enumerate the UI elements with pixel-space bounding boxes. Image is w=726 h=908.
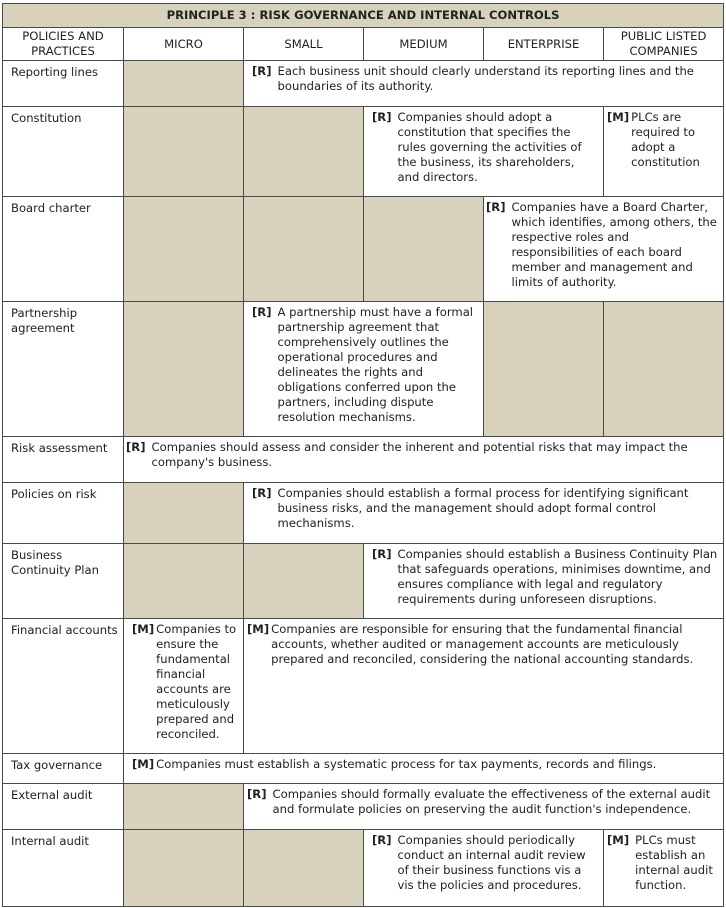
requirement-text: Companies to ensure the fundamental financial accounts are meticulously prepared and reconciled.: [156, 622, 237, 741]
row-label: External audit: [3, 784, 124, 830]
requirement-tag: [M]: [607, 110, 630, 124]
table-row: [3, 197, 724, 302]
requirement-cell: [364, 544, 724, 619]
column-header-policies: POLICIES AND PRACTICES: [3, 28, 124, 61]
row-label: Tax governance: [3, 754, 124, 784]
table-row: [3, 784, 724, 830]
empty-cell: [244, 197, 364, 302]
empty-cell: [364, 197, 484, 302]
column-header-enterprise: ENTERPRISE: [484, 28, 604, 61]
empty-cell: [604, 302, 724, 437]
requirement-text: A partnership must have a formal partnership agreement that comprehensively outlines the operational procedures and delineates the rights and obligations conferred upon the partners, including dispute resolution mechanisms.: [277, 305, 474, 424]
empty-cell: [124, 107, 244, 197]
requirement-cell: [124, 619, 244, 754]
table-row: [3, 754, 724, 784]
requirement-text: Companies are responsible for ensuring that the fundamental financial accounts, whether audited or management accounts are meticulously prepared and reconciled, considering the national accounting standards.: [271, 622, 694, 666]
empty-cell: [244, 107, 364, 197]
requirement-text: PLCs must establish an internal audit function.: [635, 833, 713, 892]
risk-governance-table: [2, 3, 724, 907]
requirement-tag: [R]: [252, 64, 272, 78]
requirement-cell: [244, 302, 484, 437]
requirement-text: Companies should formally evaluate the effectiveness of the external audit and formulate policies on preserving the audit function's independence.: [272, 787, 711, 816]
row-label: Policies on risk: [3, 483, 124, 544]
column-header-medium: MEDIUM: [364, 28, 484, 61]
requirement-tag: [R]: [252, 305, 272, 319]
requirement-cell: [244, 619, 724, 754]
requirement-cell: [124, 437, 724, 483]
requirement-tag: [M]: [607, 833, 630, 847]
empty-cell: [124, 483, 244, 544]
row-label: Risk assessment: [3, 437, 124, 483]
requirement-cell: [364, 830, 604, 907]
column-header-small: SMALL: [244, 28, 364, 61]
table-row: [3, 619, 724, 754]
requirement-text: Companies should establish a Business Continuity Plan that safeguards operations, minimises downtime, and ensures compliance with legal and regulatory requirements during unforeseen disruptions.: [397, 547, 718, 606]
table-row: [3, 107, 724, 197]
requirement-cell: [124, 754, 724, 784]
requirement-cell: [484, 197, 724, 302]
row-label: Partnership agreement: [3, 302, 124, 437]
requirement-cell: [604, 107, 724, 197]
empty-cell: [124, 197, 244, 302]
column-header-micro: MICRO: [124, 28, 244, 61]
requirement-text: Each business unit should clearly understand its reporting lines and the boundaries of its authority.: [277, 64, 694, 93]
empty-cell: [244, 830, 364, 907]
row-label: Constitution: [3, 107, 124, 197]
table-row: [3, 437, 724, 483]
requirement-text: Companies should establish a formal process for identifying significant business risks, and the management should adopt formal control mechanisms.: [277, 486, 689, 530]
requirement-tag: [M]: [132, 757, 155, 771]
table-row: [3, 544, 724, 619]
requirement-tag: [R]: [247, 787, 267, 801]
requirement-tag: [R]: [372, 833, 392, 847]
requirement-text: Companies should assess and consider the inherent and potential risks that may impact the company's business.: [151, 440, 688, 469]
row-label: Reporting lines: [3, 61, 124, 107]
column-header-plc: PUBLIC LISTED COMPANIES: [604, 28, 724, 61]
requirement-tag: [R]: [486, 200, 506, 214]
requirement-tag: [R]: [126, 440, 146, 454]
table-row: [3, 61, 724, 107]
requirement-text: Companies should periodically conduct an internal audit review of their business functions vis a vis the policies and procedures.: [397, 833, 586, 892]
empty-cell: [244, 544, 364, 619]
requirement-cell: [244, 784, 724, 830]
requirement-tag: [R]: [372, 547, 392, 561]
row-label: Business Continuity Plan: [3, 544, 124, 619]
empty-cell: [484, 302, 604, 437]
requirement-text: PLCs are required to adopt a constitution: [631, 110, 700, 169]
requirement-cell: [604, 830, 724, 907]
empty-cell: [124, 61, 244, 107]
row-label: Internal audit: [3, 830, 124, 907]
requirement-tag: [R]: [372, 110, 392, 124]
requirement-tag: [M]: [247, 622, 270, 636]
requirement-text: Companies must establish a systematic process for tax payments, records and filings.: [156, 757, 657, 771]
table-row: [3, 830, 724, 907]
empty-cell: [124, 302, 244, 437]
table-row: [3, 302, 724, 437]
requirement-cell: [244, 483, 724, 544]
requirement-text: Companies have a Board Charter, which identifies, among others, the respective roles and responsibilities of each board member and management and limits of authority.: [511, 200, 717, 289]
empty-cell: [124, 830, 244, 907]
requirement-cell: [364, 107, 604, 197]
table-title: PRINCIPLE 3 : RISK GOVERNANCE AND INTERNAL CONTROLS: [3, 4, 724, 28]
empty-cell: [124, 784, 244, 830]
row-label: Board charter: [3, 197, 124, 302]
requirement-cell: [244, 61, 724, 107]
row-label: Financial accounts: [3, 619, 124, 754]
table-row: [3, 483, 724, 544]
empty-cell: [124, 544, 244, 619]
requirement-tag: [R]: [252, 486, 272, 500]
requirement-tag: [M]: [132, 622, 155, 636]
requirement-text: Companies should adopt a constitution that specifies the rules governing the activities of the business, its shareholders, and directors.: [397, 110, 582, 184]
